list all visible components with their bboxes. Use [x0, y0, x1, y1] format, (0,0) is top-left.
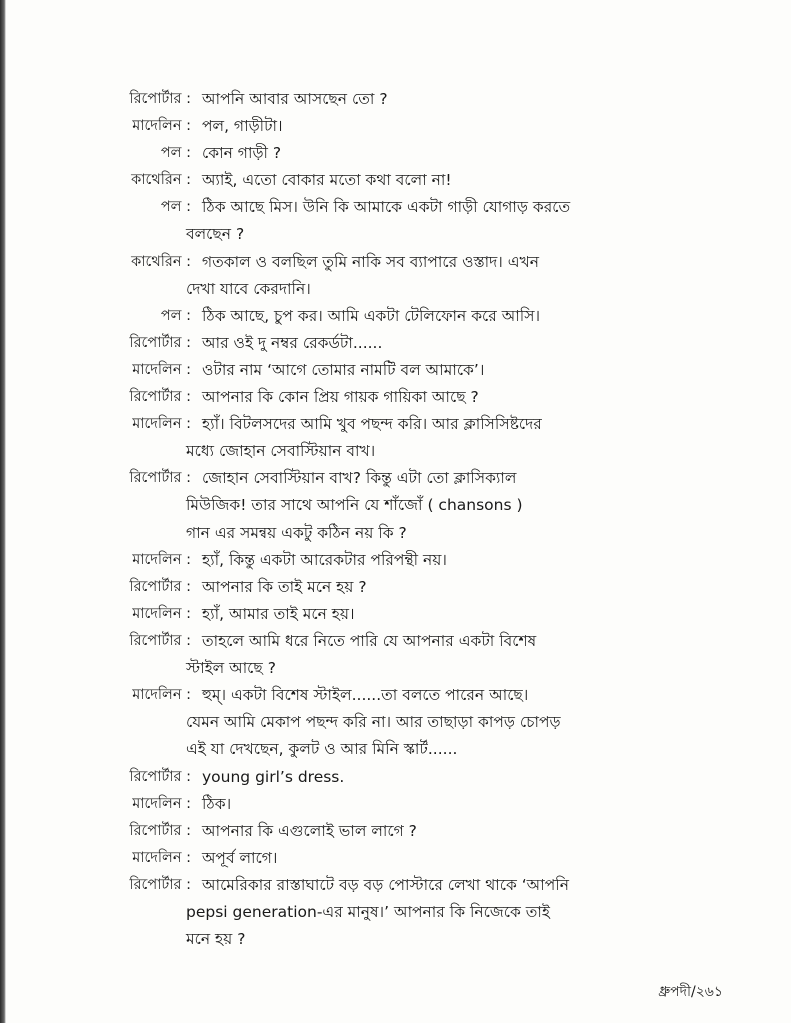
speaker-name: কাথেরিন : — [131, 253, 191, 270]
dialogue-entry — [0, 113, 791, 140]
dialogue-entry — [0, 628, 791, 682]
dialogue-line: পল, গাড়ীটা। — [202, 117, 283, 136]
dialogue-line: আপনি আবার আসছেন তো ? — [202, 90, 388, 108]
dialogue-entry — [0, 574, 791, 601]
speaker-name: মাদেলিন : — [132, 849, 191, 866]
speaker-name: মাদেলিন : — [132, 795, 191, 812]
dialogue-entry — [0, 818, 791, 845]
dialogue-entry — [0, 140, 791, 167]
speaker-name: পল : — [160, 307, 191, 324]
dialogue-entry — [0, 411, 791, 465]
dialogue-line: মিউজিক! তার সাথে আপনি যে শাঁজোঁ ( chansons ) — [186, 496, 523, 515]
speaker-name: রিপোর্টার : — [129, 876, 191, 893]
dialogue-line: হ্যাঁ, কিন্তু একটা আরেকটার পরিপন্থী নয়। — [202, 550, 447, 569]
dialogue-line: young girl’s dress. — [202, 767, 345, 786]
page-folio: ধ্রুপদী/২৬১ — [658, 984, 723, 1000]
speaker-name: মাদেলিন : — [132, 416, 191, 433]
speaker-name: রিপোর্টার : — [129, 822, 191, 839]
dialogue-line: মধ্যে জোহান সেবাস্টিয়ান বাখ। — [186, 442, 376, 461]
speaker-name: রিপোর্টার : — [129, 633, 191, 649]
dialogue-line: ঠিক আছে মিস। উনি কি আমাকে একটা গাড়ী যোগাড় করতে — [202, 198, 571, 217]
speaker-name: রিপোর্টার : — [129, 334, 191, 351]
dialogue-line: হ্যাঁ, আমার তাই মনে হয়। — [202, 604, 355, 623]
dialogue-line: জোহান সেবাস্টিয়ান বাখ? কিন্তু এটা তো ক্লাসিক্যাল — [202, 469, 517, 488]
dialogue-entry — [0, 249, 791, 303]
dialogue-entry — [0, 601, 791, 628]
dialogue-line: যেমন আমি মেকাপ পছন্দ করি না। আর তাছাড়া কাপড় চোপড় — [186, 713, 561, 732]
dialogue-line: স্টাইল আছে ? — [186, 659, 276, 678]
dialogue-entry — [0, 547, 791, 574]
dialogue-line: আপনার কি তাই মনে হয় ? — [202, 577, 367, 596]
dialogue-line: কোন গাড়ী ? — [202, 144, 282, 163]
speaker-name: মাদেলিন : — [132, 551, 191, 568]
dialogue-line: অপূর্ব লাগে। — [202, 848, 278, 867]
dialogue-entry — [0, 465, 791, 546]
dialogue-entry — [0, 303, 791, 330]
dialogue-line: আপনার কি কোন প্রিয় গায়ক গায়িকা আছে ? — [202, 388, 479, 407]
dialogue-line: আমেরিকার রাস্তাঘাটে বড় বড় পোস্টারে লেখা থাকে ‘আপনি — [202, 875, 569, 894]
speaker-name: মাদেলিন : — [132, 687, 191, 704]
speaker-name: রিপোর্টার : — [129, 389, 191, 406]
dialogue-line: গতকাল ও বলছিল তুমি নাকি সব ব্যাপারে ওস্তাদ। এখন — [202, 252, 539, 271]
speaker-name: কাথেরিন : — [131, 172, 191, 189]
dialogue-entry — [0, 330, 791, 357]
speaker-name: পল : — [160, 199, 191, 216]
dialogue-entry — [0, 357, 791, 384]
dialogue-line: মনে হয় ? — [186, 930, 246, 949]
dialogue-entry — [0, 872, 791, 953]
dialogue-line: বলছেন ? — [186, 225, 245, 244]
dialogue-line: হুম্। একটা বিশেষ স্টাইল......তা বলতে পারেন আছে। — [202, 686, 529, 705]
dialogue-entry — [0, 764, 791, 791]
dialogue-line: ওটার নাম ‘আগে তোমার নামটি বল আমাকে’। — [202, 361, 485, 379]
dialogue-line: ঠিক আছে, চুপ কর। আমি একটা টেলিফোন করে আসি। — [202, 306, 541, 325]
dialogue-entry — [0, 845, 791, 872]
dialogue-line: এই যা দেখছেন, কুলট ও আর মিনি স্কার্ট...... — [186, 740, 458, 759]
speaker-name: রিপোর্টার : — [129, 91, 191, 107]
dialogue-line: ঠিক। — [202, 794, 232, 813]
dialogue-entry — [0, 682, 791, 763]
dialogue-line: আপনার কি এগুলোই ভাল লাগে ? — [202, 821, 417, 840]
dialogue-line: হ্যাঁ। বিটলসদের আমি খুব পছন্দ করি। আর ক্লাসিসিষ্টদের — [202, 415, 542, 434]
speaker-name: মাদেলিন : — [132, 118, 191, 135]
dialogue-entry — [0, 194, 791, 248]
dialogue-line: আর ওই দু নম্বর রেকর্ডটা...... — [202, 333, 383, 352]
dialogue-entry — [0, 86, 791, 113]
dialogue-entry — [0, 791, 791, 818]
dialogue-line: দেখা যাবে কেরদানি। — [186, 279, 311, 298]
speaker-name: রিপোর্টার : — [129, 470, 191, 487]
speaker-name: মাদেলিন : — [132, 362, 191, 378]
speaker-name: মাদেলিন : — [132, 605, 191, 622]
dialogue-entry — [0, 167, 791, 194]
dialogue-line: গান এর সমন্বয় একটু কঠিন নয় কি ? — [186, 523, 407, 542]
dialogue-entry — [0, 384, 791, 411]
speaker-name: রিপোর্টার : — [129, 578, 191, 595]
speaker-name: রিপোর্টার : — [129, 768, 191, 785]
dialogue-line: তাহলে আমি ধরে নিতে পারি যে আপনার একটা বিশেষ — [202, 632, 537, 650]
speaker-name: পল : — [160, 145, 191, 162]
dialogue-line: অ্যাই, এতো বোকার মতো কথা বলো না! — [202, 171, 452, 190]
dialogue-line: pepsi generation-এর মানুষ।’ আপনার কি নিজেকে তাই — [186, 902, 550, 921]
